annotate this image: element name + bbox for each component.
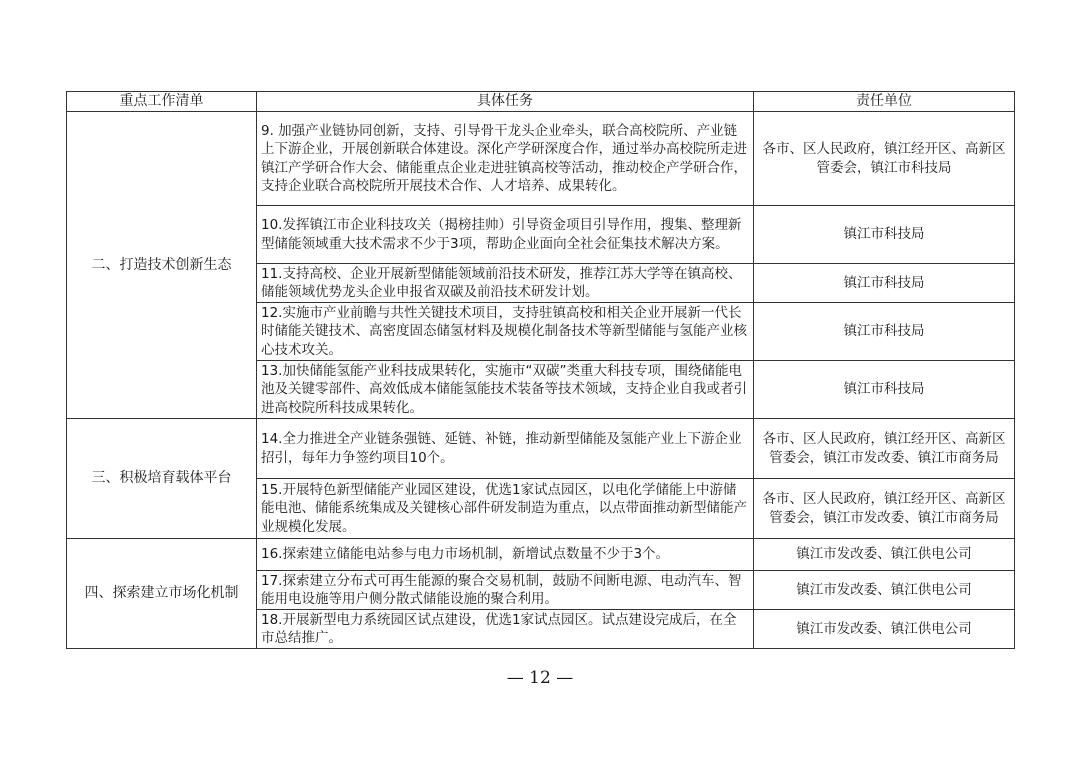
table-row <box>67 419 1015 479</box>
unit-cell: 镇江市科技局 <box>754 206 1015 264</box>
task-cell: 11.支持高校、企业开展新型储能领域前沿技术研发，推荐江苏大学等在镇高校、储能领域优势龙头企业申报省双碳及前沿技术研发计划。 <box>257 264 754 303</box>
category-cell: 二、打造技术创新生态 <box>67 112 257 419</box>
unit-cell: 镇江市科技局 <box>754 264 1015 303</box>
task-cell: 15.开展特色新型储能产业园区建设，优选1家试点园区，以电化学储能上中游储能电池、储能系统集成及关键核心部件研发制造为重点，以点带面推动新型储能产业规模化发展。 <box>257 479 754 539</box>
category-cell: 三、积极培育载体平台 <box>67 419 257 539</box>
unit-cell: 各市、区人民政府，镇江经开区、高新区管委会，镇江市科技局 <box>754 112 1015 206</box>
task-cell: 16.探索建立储能电站参与电力市场机制，新增试点数量不少于3个。 <box>257 539 754 571</box>
header-specific-task: 具体任务 <box>257 92 754 112</box>
task-table <box>66 91 1015 649</box>
unit-cell: 镇江市发改委、镇江供电公司 <box>754 610 1015 649</box>
task-cell: 18.开展新型电力系统园区试点建设，优选1家试点园区。试点建设完成后，在全市总结推广。 <box>257 610 754 649</box>
unit-cell: 镇江市科技局 <box>754 361 1015 419</box>
unit-cell: 镇江市科技局 <box>754 303 1015 361</box>
table-row <box>67 539 1015 571</box>
table-row <box>67 112 1015 206</box>
category-cell: 四、探索建立市场化机制 <box>67 539 257 649</box>
table-header-row <box>67 92 1015 112</box>
task-cell: 14.全力推进全产业链条强链、延链、补链，推动新型储能及氢能产业上下游企业招引，每年力争签约项目10个。 <box>257 419 754 479</box>
task-cell: 10.发挥镇江市企业科技攻关（揭榜挂帅）引导资金项目引导作用，搜集、整理新型储能领域重大技术需求不少于3项，帮助企业面向全社会征集技术解决方案。 <box>257 206 754 264</box>
task-cell: 9. 加强产业链协同创新，支持、引导骨干龙头企业牵头，联合高校院所、产业链上下游企业，开展创新联合体建设。深化产学研深度合作，通过举办高校院所走进镇江产学研合作大会、储能重点企业走进驻镇高校等活动，推动校企产学研合作，支持企业联合高校院所开展技术合作、人才培养、成果转化。 <box>257 112 754 206</box>
task-cell: 17.探索建立分布式可再生能源的聚合交易机制，鼓励不间断电源、电动汽车、智能用电设施等用户侧分散式储能设施的聚合利用。 <box>257 571 754 610</box>
unit-cell: 镇江市发改委、镇江供电公司 <box>754 571 1015 610</box>
task-cell: 12.实施市产业前瞻与共性关键技术项目，支持驻镇高校和相关企业开展新一代长时储能关键技术、高密度固态储氢材料及规模化制备技术等新型储能与氢能产业核心技术攻关。 <box>257 303 754 361</box>
unit-cell: 各市、区人民政府，镇江经开区、高新区管委会，镇江市发改委、镇江市商务局 <box>754 419 1015 479</box>
header-key-work: 重点工作清单 <box>67 92 257 112</box>
header-responsible-unit: 责任单位 <box>754 92 1015 112</box>
page-number: — 12 — <box>506 668 574 688</box>
task-cell: 13.加快储能氢能产业科技成果转化，实施市“双碳”类重大科技专项，围绕储能电池及关键零部件、高效低成本储能氢能技术装备等技术领域，支持企业自我或者引进高校院所科技成果转化。 <box>257 361 754 419</box>
unit-cell: 镇江市发改委、镇江供电公司 <box>754 539 1015 571</box>
unit-cell: 各市、区人民政府，镇江经开区、高新区管委会，镇江市发改委、镇江市商务局 <box>754 479 1015 539</box>
